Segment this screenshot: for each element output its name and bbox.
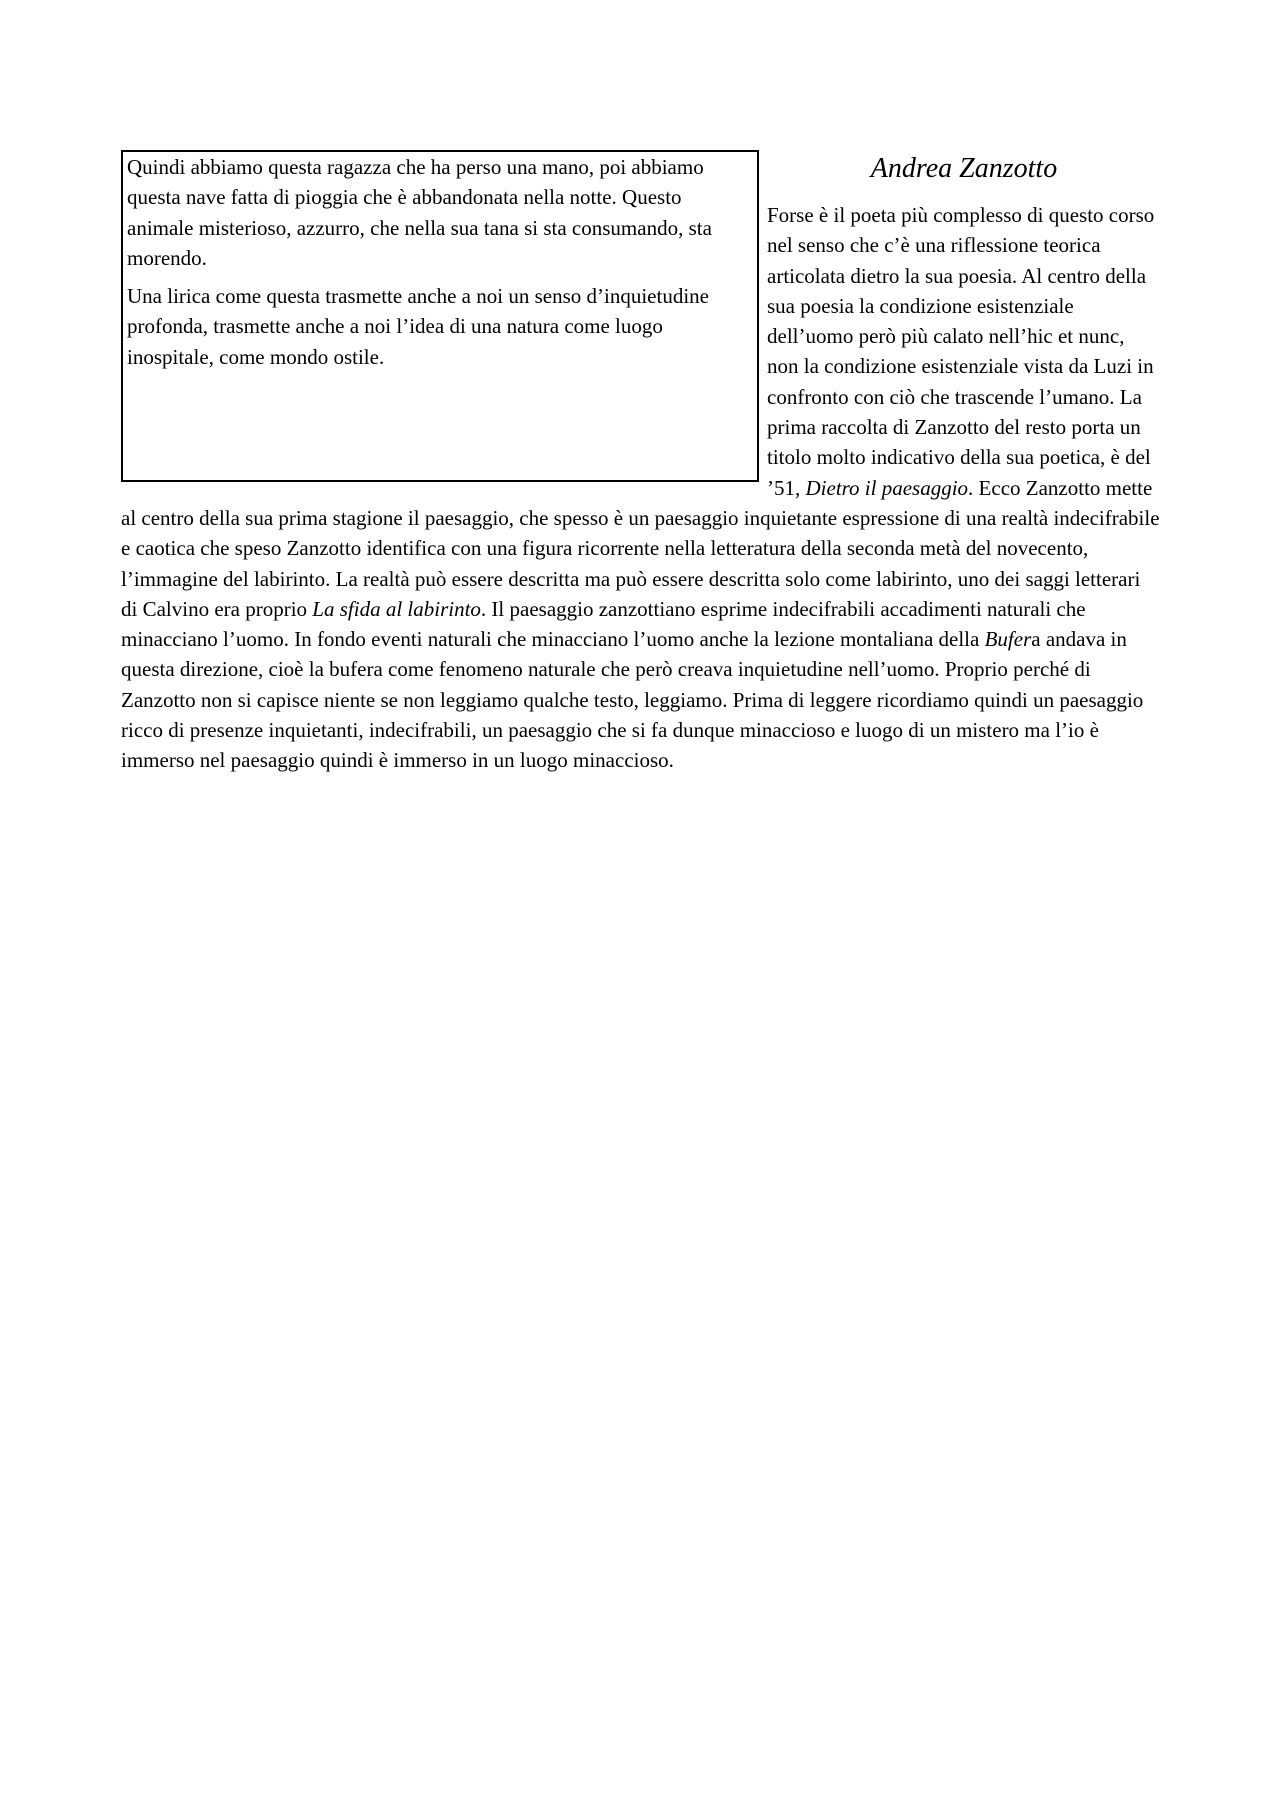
body-text-segment-4: a andava in questa direzione, cioè la bufera come fenomeno naturale che però creava inquietudine nell’uomo. Proprio perché di Zanzotto non si capisce niente se non leggiamo qualche testo, leggiamo. Prima di leggere ricordiamo quindi un paesaggio ricco di presenze inquietanti, indecifrabili, un paesaggio che si fa dunque minaccioso e luogo di un mistero ma l’io è immerso nel paesaggio quindi è immerso in un luogo minaccioso. <box>121 627 1144 773</box>
section-title: Andrea Zanzotto <box>870 153 1058 184</box>
body-text-segment-1: Forse è il poeta più complesso di questo corso nel senso che c’è una riflessione teorica articolata dietro la sua poesia. Al centro della sua poesia la condizione esistenziale dell’uomo però più calato nell’hic et nunc, non la condizione esistenziale vista da Luzi in confronto con ciò che trascende l’umano. La prima raccolta di Zanzotto del resto porta un titolo molto indicativo della sua poetica, è del ’51, <box>767 203 1155 500</box>
page-content <box>121 150 1161 776</box>
body-text-segment-2: . Ecco Zanzotto mette al centro della sua prima stagione il paesaggio, che spesso è un paesaggio inquietante espressione di una realtà indecifrabile e caotica che speso Zanzotto identifica con una figura ricorrente nella letteratura della seconda metà del novecento, l’immagine del labirinto. La realtà può essere descritta ma può essere descritta solo come labirinto, uno dei saggi letterari di Calvino era proprio <box>121 475 1160 621</box>
book-title-bufera: Bufer <box>984 627 1032 652</box>
book-title-dietro-il-paesaggio: Dietro il paesaggio <box>805 475 969 500</box>
body-text-segment-3: . Il paesaggio zanzottiano esprime indecifrabili accadimenti naturali che minacciano l’uomo. In fondo eventi naturali che minacciano l’uomo anche la lezione montaliana della <box>121 596 1086 652</box>
boxed-note-paragraph-1: Quindi abbiamo questa ragazza che ha perso una mano, poi abbiamo questa nave fatta di pioggia che è abbandonata nella notte. Questo animale misterioso, azzurro, che nella sua tana si sta consumando, sta morendo. <box>127 155 712 270</box>
boxed-note-paragraph-2: Una lirica come questa trasmette anche a noi un senso d’inquietudine profonda, trasmette anche a noi l’idea di una natura come luogo inospitale, come mondo ostile. <box>127 284 709 369</box>
book-title-la-sfida-al-labirinto: La sfida al labirinto <box>312 596 481 621</box>
boxed-note-frame <box>121 150 759 482</box>
